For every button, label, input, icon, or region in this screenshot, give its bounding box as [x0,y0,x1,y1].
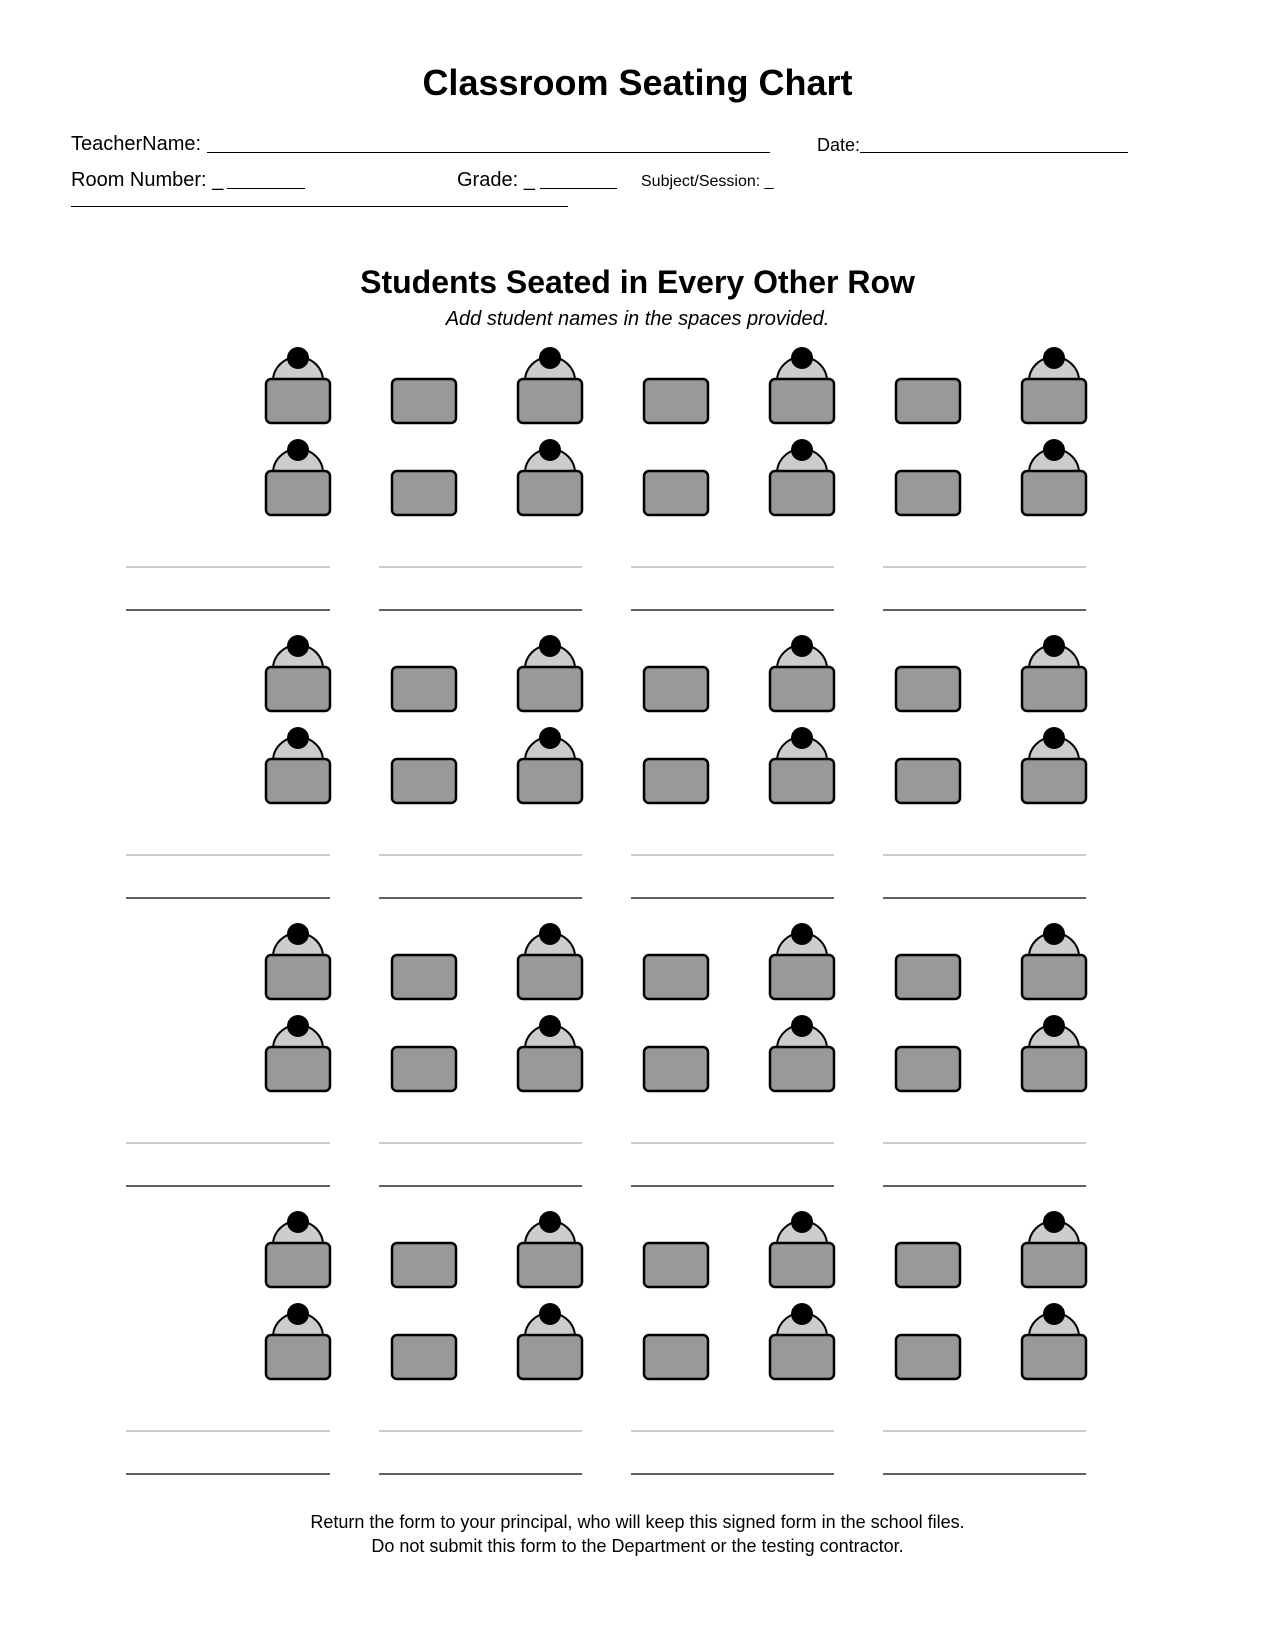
student-head-icon [1043,1015,1065,1037]
teacher-name-label: TeacherName: [71,133,202,155]
desk-occupied [770,1047,834,1091]
desk-empty [896,955,960,999]
desk-empty [392,471,456,515]
student-head-icon [1043,727,1065,749]
desk-occupied [1022,1243,1086,1287]
desk-occupied [266,1047,330,1091]
student-head-icon [791,347,813,369]
desk-empty [644,667,708,711]
desk-empty [644,759,708,803]
desk-occupied [266,1335,330,1379]
student-head-icon [791,439,813,461]
section-instructions: Add student names in the spaces provided. [445,308,830,330]
desk-empty [896,471,960,515]
student-head-icon [287,635,309,657]
desk-occupied [1022,471,1086,515]
date-label: Date: [817,135,861,155]
desk-occupied [518,471,582,515]
desk-occupied [266,1243,330,1287]
desk-occupied [770,471,834,515]
desk-empty [644,1047,708,1091]
desk-empty [392,759,456,803]
student-head-icon [539,727,561,749]
desk-empty [644,471,708,515]
desk-occupied [770,1335,834,1379]
student-head-icon [287,727,309,749]
desk-empty [392,1243,456,1287]
desk-occupied [770,1243,834,1287]
desk-empty [644,1243,708,1287]
footer-line-2: Do not submit this form to the Department or the testing contractor. [371,1536,904,1556]
student-head-icon [1043,1211,1065,1233]
student-head-icon [1043,1303,1065,1325]
student-head-icon [539,1303,561,1325]
desk-occupied [518,955,582,999]
desk-empty [896,1243,960,1287]
student-head-icon [539,635,561,657]
subject-session-label: Subject/Session: _ [641,173,774,190]
desk-empty [896,759,960,803]
student-head-icon [287,1211,309,1233]
student-head-icon [539,923,561,945]
desk-empty [896,379,960,423]
desk-empty [392,955,456,999]
student-head-icon [539,347,561,369]
desk-occupied [770,667,834,711]
desk-empty [896,667,960,711]
student-head-icon [1043,439,1065,461]
page-title: Classroom Seating Chart [422,62,853,103]
student-head-icon [791,1211,813,1233]
desk-occupied [1022,379,1086,423]
desk-empty [392,1335,456,1379]
desk-empty [392,379,456,423]
student-head-icon [1043,635,1065,657]
desk-empty [896,1335,960,1379]
desk-occupied [266,759,330,803]
student-head-icon [287,923,309,945]
desk-empty [644,955,708,999]
student-head-icon [539,439,561,461]
desk-empty [644,379,708,423]
student-head-icon [1043,347,1065,369]
section-title: Students Seated in Every Other Row [360,264,915,300]
desk-occupied [266,667,330,711]
student-head-icon [1043,923,1065,945]
student-head-icon [539,1015,561,1037]
desk-occupied [770,759,834,803]
student-head-icon [791,923,813,945]
desk-empty [392,1047,456,1091]
grade-label: Grade: _ [457,169,535,191]
desk-occupied [770,379,834,423]
desk-occupied [1022,955,1086,999]
desk-empty [392,667,456,711]
footer-line-1: Return the form to your principal, who will keep this signed form in the school files. [310,1512,965,1532]
student-head-icon [791,727,813,749]
student-head-icon [287,1015,309,1037]
desk-occupied [1022,667,1086,711]
desk-occupied [266,955,330,999]
student-head-icon [791,635,813,657]
student-head-icon [287,439,309,461]
room-number-label: Room Number: _ [71,169,224,191]
student-head-icon [791,1303,813,1325]
student-head-icon [287,1303,309,1325]
desk-empty [644,1335,708,1379]
desk-occupied [266,471,330,515]
desk-occupied [266,379,330,423]
student-head-icon [791,1015,813,1037]
desk-occupied [518,1047,582,1091]
desk-occupied [1022,1335,1086,1379]
desk-occupied [770,955,834,999]
student-head-icon [287,347,309,369]
desk-occupied [1022,1047,1086,1091]
desk-occupied [518,379,582,423]
student-head-icon [539,1211,561,1233]
desk-occupied [518,759,582,803]
desk-occupied [518,667,582,711]
desk-occupied [518,1243,582,1287]
desk-empty [896,1047,960,1091]
desk-occupied [1022,759,1086,803]
desk-occupied [518,1335,582,1379]
